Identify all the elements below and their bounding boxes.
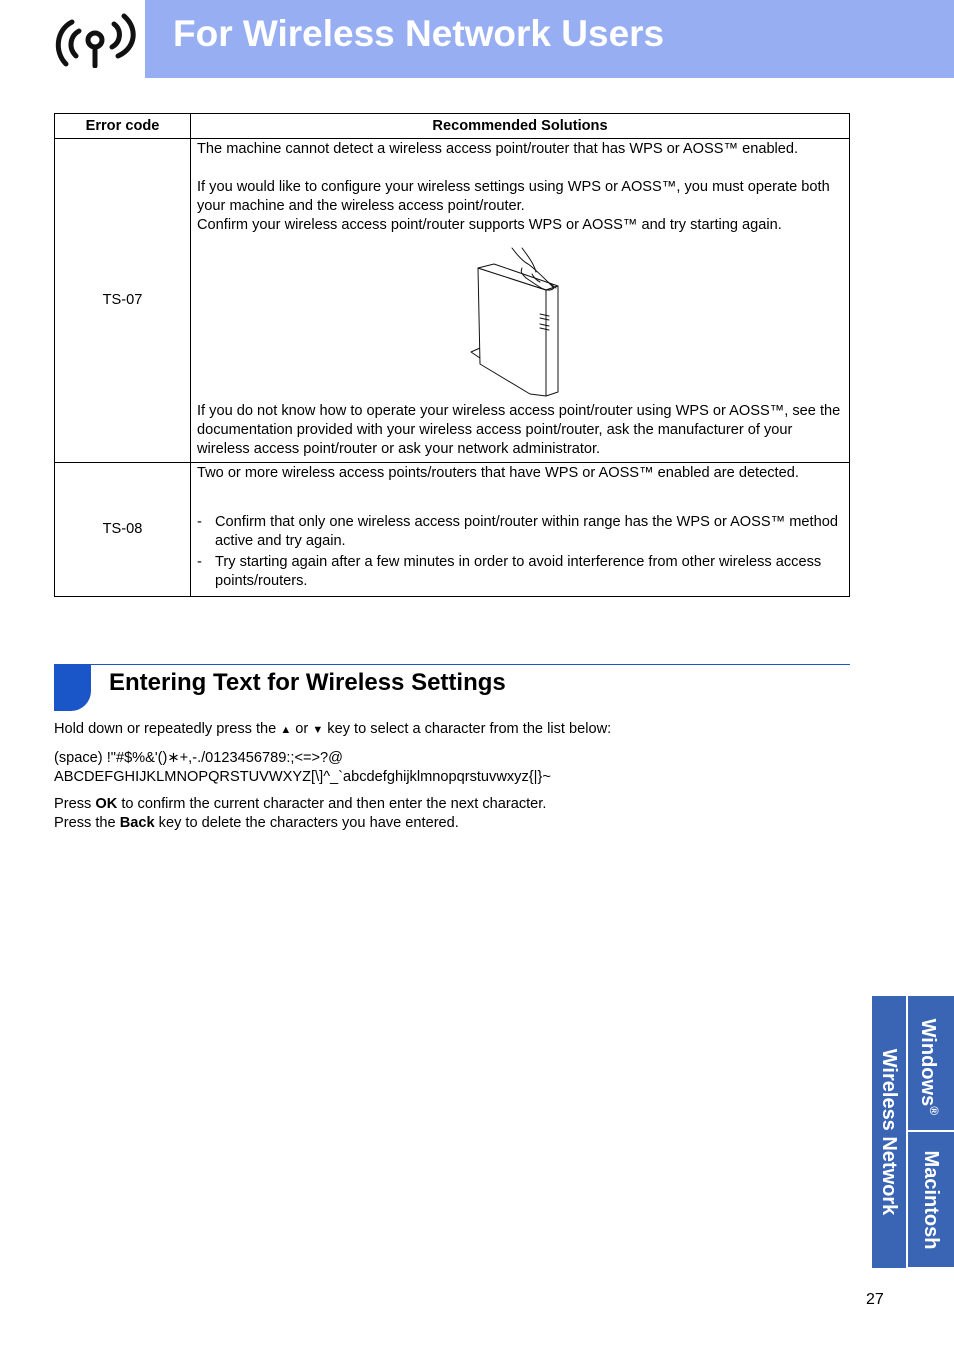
side-tab-macintosh[interactable] (908, 1132, 954, 1267)
section-marker (54, 664, 91, 711)
solution-cell (191, 463, 850, 597)
side-tab-macintosh-label: Macintosh (920, 1150, 942, 1250)
section-title: Entering Text for Wireless Settings (109, 669, 506, 696)
side-tab-windows-label: Windows® (917, 1018, 941, 1116)
side-tab-windows[interactable] (908, 995, 954, 1130)
list-item: - Confirm that only one wireless access point/router within range has the WPS or AOSS™ method active and try again. (197, 513, 843, 551)
header-bar (145, 0, 954, 78)
section-body (54, 720, 854, 833)
solution-paragraph: The machine cannot detect a wireless access point/router that has WPS or AOSS™ enabled. (197, 141, 799, 157)
wireless-antenna-icon (52, 12, 138, 68)
ok-instruction: Press OK to confirm the current character and then enter the next character. (54, 796, 547, 812)
table-row (55, 139, 850, 463)
charset-line: ABCDEFGHIJKLMNOPQRSTUVWXYZ[\]^_`abcdefghijklmnopqrstuvwxyz{|}~ (54, 769, 551, 785)
error-code-table (54, 113, 850, 597)
solution-paragraph: If you do not know how to operate your wireless access point/router using WPS or AOSS™, see the documentation provided with your wireless access point/router, ask the manufacturer of your wireless access point/router or ask your network administrator. (197, 403, 841, 457)
solution-paragraph: If you would like to configure your wireless settings using WPS or AOSS™, you must operate both your machine and the wireless access point/router. (197, 179, 830, 214)
charset-line: (space) !"#$%&'()∗+,-./0123456789:;<=>?@ (54, 750, 343, 766)
table-header-row (55, 114, 850, 139)
column-header-error-code: Error code (55, 114, 191, 139)
section-divider (91, 664, 850, 665)
side-tab-wireless-label: Wireless Network (878, 1048, 900, 1216)
solution-bullet-list (197, 513, 843, 591)
instruction-line: Hold down or repeatedly press the ▲ or ▼ key to select a character from the list below: (54, 721, 612, 737)
router-with-hand-illustration (470, 246, 570, 398)
back-key-label: Back (119, 815, 155, 831)
page-title: For Wireless Network Users (173, 13, 665, 54)
registered-mark: ® (926, 1106, 941, 1116)
solution-paragraph: Confirm your wireless access point/router supports WPS or AOSS™ and try starting again. (197, 217, 782, 233)
page-number: 27 (866, 1291, 884, 1308)
up-arrow-icon: ▲ (280, 724, 292, 736)
error-code-cell: TS-08 (55, 463, 191, 597)
ok-key-label: OK (95, 796, 118, 812)
table-row (55, 463, 850, 597)
solution-paragraph: Two or more wireless access points/routers that have WPS or AOSS™ enabled are detected. (197, 465, 799, 481)
error-code-cell: TS-07 (55, 139, 191, 463)
side-tab-wireless-network[interactable] (872, 995, 906, 1268)
solution-cell (191, 139, 850, 463)
down-arrow-icon: ▼ (312, 724, 324, 736)
column-header-solutions: Recommended Solutions (191, 114, 850, 139)
list-item: - Try starting again after a few minutes in order to avoid interference from other wireless access points/routers. (197, 553, 843, 591)
back-instruction: Press the Back key to delete the characters you have entered. (54, 815, 459, 831)
